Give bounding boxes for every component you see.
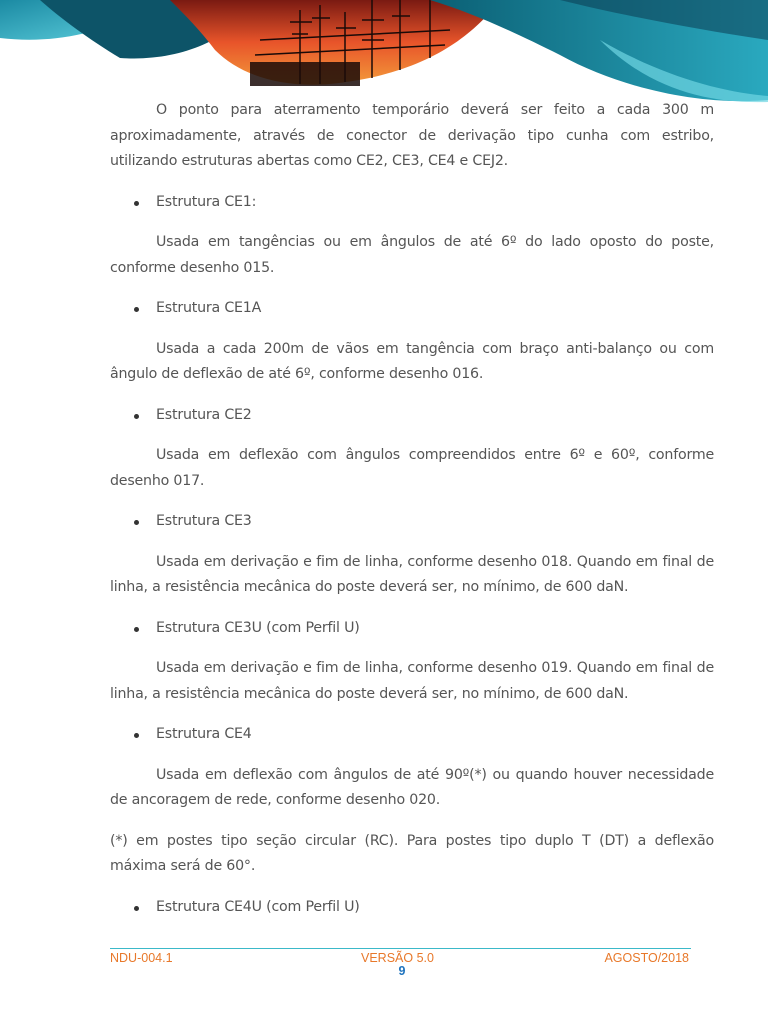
- bullet-ce2: [110, 403, 714, 429]
- bullet-title: Estrutura CE4: [156, 726, 252, 742]
- bullet-title: Estrutura CE1A: [156, 300, 262, 316]
- bullet-title: Estrutura CE4U (com Perfil U): [156, 898, 360, 915]
- paragraph-ce3: Usada em derivação e fim de linha, conforme desenho 018. Quando em final de linha, a resistência mecânica do poste deverá ser, no mínimo, de 600 daN.: [110, 553, 714, 595]
- page-number: 9: [398, 964, 406, 978]
- footer-doc-code: NDU-004.1: [110, 951, 173, 965]
- paragraph-ce2: Usada em deflexão com ângulos compreendidos entre 6º e 60º, conforme desenho 017.: [110, 447, 714, 489]
- footer-date: AGOSTO/2018: [604, 951, 689, 965]
- bullet-icon: [134, 520, 139, 525]
- header-banner: [0, 0, 768, 110]
- footer-version: VERSÃO 5.0: [361, 951, 434, 965]
- paragraph-ce3u: Usada em derivação e fim de linha, conforme desenho 019. Quando em final de linha, a resistência mecânica do poste deverá ser, no mínimo, de 600 daN.: [110, 660, 714, 702]
- bullet-ce3: [110, 509, 714, 535]
- bullet-title: Estrutura CE3U (com Perfil U): [156, 619, 360, 636]
- intro-paragraph: O ponto para aterramento temporário deverá ser feito a cada 300 m aproximadamente, através de conector de derivação tipo cunha com estribo, utilizando estruturas abertas como CE2, CE3, CE4 e CEJ2.: [110, 102, 714, 169]
- bullet-icon: [134, 627, 139, 632]
- paragraph-ce4: Usada em deflexão com ângulos de até 90º(*) ou quando houver necessidade de ancoragem de rede, conforme desenho 020.: [110, 766, 714, 808]
- document-body: [110, 98, 714, 935]
- bullet-icon: [134, 414, 139, 419]
- paragraph-ce1: Usada em tangências ou em ângulos de até 6º do lado oposto do poste, conforme desenho 015.: [110, 234, 714, 276]
- bullet-title: Estrutura CE1:: [156, 193, 257, 210]
- bullet-icon: [134, 906, 139, 911]
- footnote-paragraph: (*) em postes tipo seção circular (RC). Para postes tipo duplo T (DT) a deflexão máxima será de 60°.: [110, 832, 714, 874]
- paragraph-ce1a: Usada a cada 200m de vãos em tangência com braço anti-balanço ou com ângulo de deflexão de até 6º, conforme desenho 016.: [110, 340, 714, 382]
- bullet-ce1: [110, 190, 714, 216]
- bullet-icon: [134, 201, 139, 206]
- footer-divider: [110, 948, 691, 949]
- bullet-icon: [134, 307, 139, 312]
- bullet-title: Estrutura CE3: [156, 513, 252, 529]
- bullet-ce3u: [110, 616, 714, 642]
- bullet-icon: [134, 733, 139, 738]
- bullet-title: Estrutura CE2: [156, 406, 252, 423]
- bullet-ce4u: [110, 895, 714, 921]
- bullet-ce4: [110, 722, 714, 748]
- bullet-ce1a: [110, 296, 714, 322]
